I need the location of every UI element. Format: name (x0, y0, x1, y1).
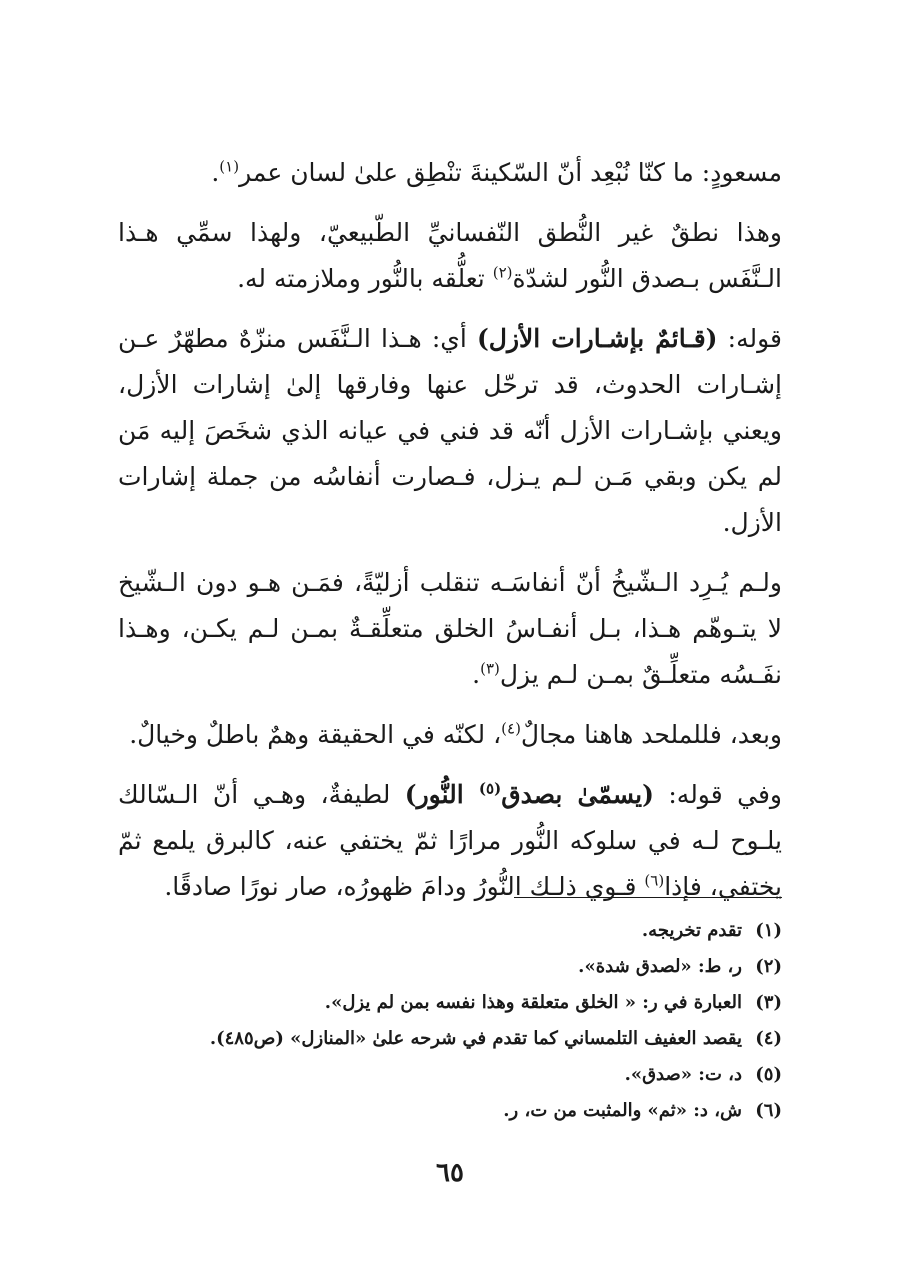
paragraph-1 (118, 150, 782, 196)
paragraph-text: وهذا نطقٌ غير النُّطق النّفسانيِّ الطّبيعيّ، ولهذا سمِّي هـذا الـنَّفَس بـصدق النُّور لشدّة (118, 218, 782, 293)
footnote-item (118, 913, 782, 949)
footnote-marker[interactable]: (٥) (478, 779, 502, 798)
paragraph-text: وبعد، فللملحد هاهنا مجالٌ (520, 720, 782, 749)
page-number: ٦٥ (436, 1158, 464, 1188)
paragraph-5 (118, 712, 782, 758)
quoted-phrase: النُّور) (404, 780, 479, 809)
paragraph-text: ولـم يُـرِد الـشّيخُ أنّ أنفاسَـه تنقلب أزليّةً، فمَـن هـو دون الـشّيخ لا يتـوهّم هـذا، بـل أنفـاسُ الخلق متعلِّقـةٌ بمـن لـم يكـن، وهـذا نفَـسُه متعلِّـقٌ بمـن لـم يزل (118, 568, 782, 689)
footnote-item (118, 1057, 782, 1093)
paragraph-text: قوله: (717, 324, 782, 353)
paragraph-2 (118, 210, 782, 302)
paragraph-text: ، لكنّه في الحقيقة وهمٌ باطلٌ وخيالٌ. (129, 720, 502, 749)
paragraph-text: مسعودٍ: ما كنّا نُبْعِد أنّ السّكينةَ تنْطِق علىٰ لسان عمر (239, 158, 782, 187)
footnote-marker[interactable]: (٣) (480, 659, 500, 678)
footnote-text: ش، د: «ثم» والمثبت من ت، ر. (503, 1100, 742, 1121)
footnote-number: (٢) (755, 956, 782, 977)
footnote-number: (٣) (755, 992, 782, 1013)
footnote-item (118, 1021, 782, 1057)
quoted-phrase: (قـائمٌ بإشـارات الأزل) (476, 324, 718, 353)
footnote-text: د، ت: «صدق». (624, 1064, 742, 1085)
footnote-number: (٦) (755, 1100, 782, 1121)
paragraph-text: قـوي ذلـك النُّورُ ودامَ ظهورُه، صار نورًا صادقًا. (164, 872, 645, 901)
paragraph-text: . (211, 158, 220, 187)
footnote-text: يقصد العفيف التلمساني كما تقدم في شرحه علىٰ «المنازل» (ص٤٨٥). (209, 1028, 742, 1049)
footnote-text: ر، ط: «لصدق شدة». (578, 956, 742, 977)
footnote-number: (٥) (755, 1064, 782, 1085)
footnote-text: العبارة في ر: « الخلق متعلقة وهذا نفسه بمن لم يزل». (324, 992, 742, 1013)
footnote-item (118, 1093, 782, 1129)
footnote-marker[interactable]: (٤) (501, 719, 521, 738)
footnote-number: (١) (755, 920, 782, 941)
paragraph-3 (118, 316, 782, 546)
main-text (118, 150, 782, 924)
footnote-marker[interactable]: (٢) (492, 263, 513, 282)
paragraph-text: تعلُّقه بالنُّور وملازمته له. (237, 264, 493, 293)
footnote-number: (٤) (755, 1028, 782, 1049)
footnote-marker[interactable]: (١) (219, 157, 240, 176)
footnote-item (118, 985, 782, 1021)
footnote-separator (514, 897, 782, 898)
footnotes (118, 913, 782, 1129)
paragraph-text: . (472, 660, 481, 689)
paragraph-text: أي: هـذا الـنَّفَس منزّهٌ مطهّرٌ عـن إشـارات الحدوث، قد ترحّل عنها وفارقها إلىٰ إشارات الأزل، ويعني بإشـارات الأزل أنّه قد فني في عيانه الذي شخَصَ إليه مَن لم يكن وبقي مَـن لـم يـزل، فـصارت أنفاسُه من جملة إشارات الأزل. (118, 324, 782, 537)
paragraph-text: لطيفةٌ، وهـي أنّ الـسّالك يلـوح لـه في سلوكه النُّور مرارًا ثمّ يختفي عنه، كالبرق يلمع ثمّ يختفي، فإذا (118, 780, 782, 901)
quoted-phrase: (يسمّىٰ بصدق (501, 780, 654, 809)
footnote-marker[interactable]: (٦) (644, 871, 665, 890)
paragraph-6 (118, 772, 782, 910)
footnote-text: تقدم تخريجه. (641, 920, 742, 941)
footnote-item (118, 949, 782, 985)
paragraph-text: وفي قوله: (653, 780, 782, 809)
paragraph-4 (118, 560, 782, 698)
